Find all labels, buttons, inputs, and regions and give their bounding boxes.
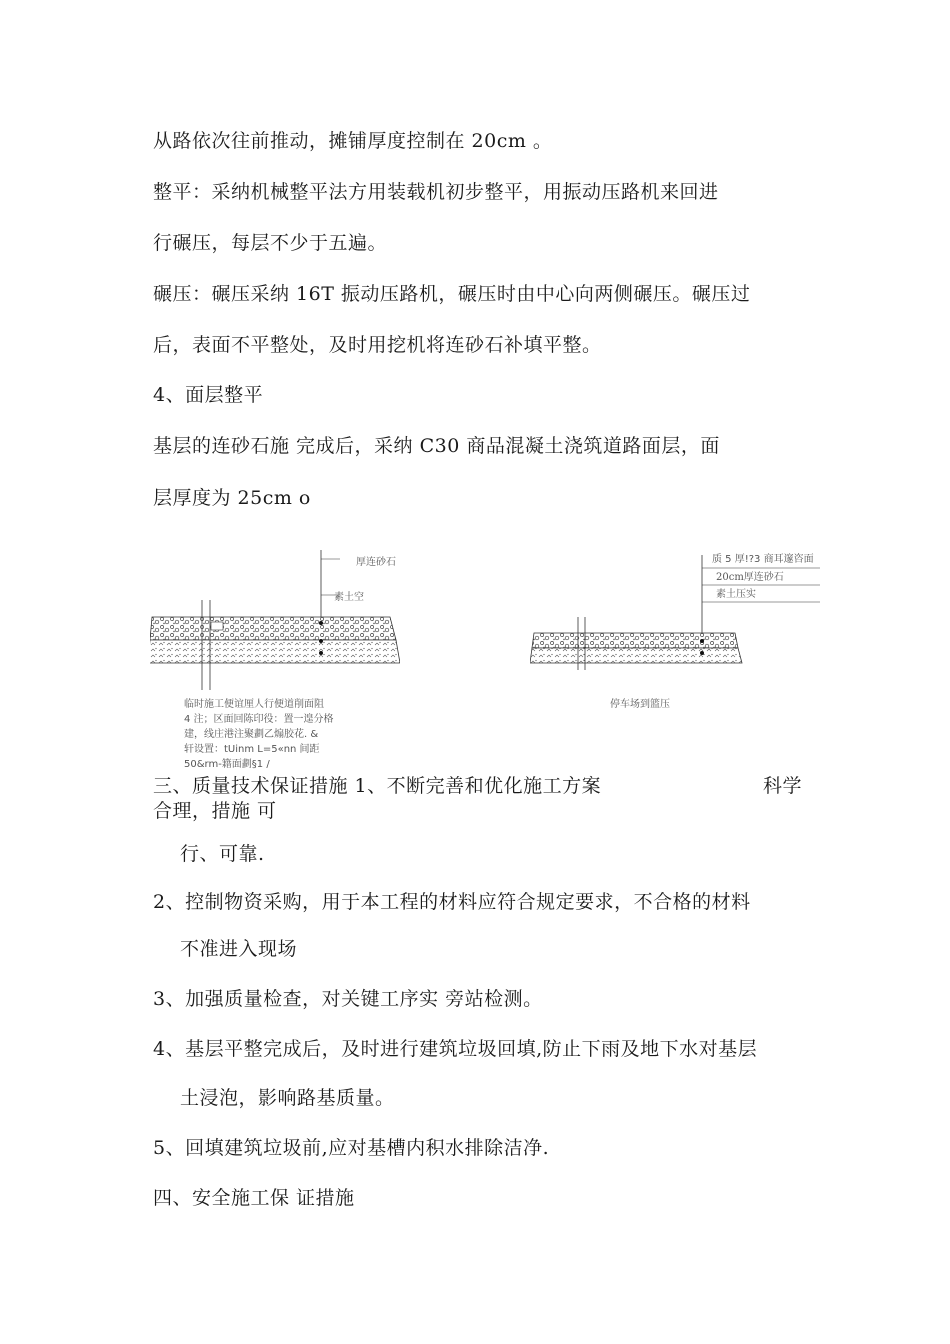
- list-item: 4、基层平整完成后，及时进行建筑垃圾回填,防止下雨及地下水对基层: [153, 1038, 758, 1060]
- layer-label: 厚连砂石: [356, 557, 396, 568]
- layer-label: 素土压实: [716, 589, 756, 600]
- list-item: 2、控制物资采购，用于本工程的材料应符合规定要求，不合格的材料: [153, 891, 751, 913]
- layer-label: 素土空: [334, 592, 364, 603]
- paragraph-line: 从路依次往前推动，摊铺厚度控制在 20cm 。: [153, 130, 553, 152]
- list-item: 不准进入现场: [180, 938, 298, 960]
- figure-caption: 50&rm-籍面劃§1 /: [184, 759, 270, 770]
- soil-layer: [150, 640, 400, 663]
- paragraph-line: 合理，措施 可: [153, 800, 277, 822]
- paragraph-line: 层厚度为 25cm o: [153, 487, 311, 509]
- paragraph-line: 行、可靠.: [180, 843, 265, 865]
- paragraph-line: 行碾压，每层不少于五遍。: [153, 232, 388, 254]
- paragraph-line: 整平：采纳机械整平法方用装载机初步整平，用振动压路机来回进: [153, 181, 719, 203]
- layer-label: 20cm厚连砂石: [716, 572, 784, 583]
- list-item: 土浸泡，影响路基质量。: [180, 1087, 395, 1109]
- list-item: 3、加强质量检查，对关键工序实 旁站检测。: [153, 988, 543, 1010]
- gravel-layer: [150, 617, 396, 640]
- figure-caption: 轩设置：tUinm L=5«nn 间距: [184, 744, 320, 755]
- layer-label: 质 5 厚!?3 商耳邃咨面: [712, 554, 814, 565]
- figure-caption: 临时施工便谊厘人行便道削面阻: [184, 699, 324, 710]
- figure-caption: 建，线庄港注聚劃乙煽胶花. &: [184, 729, 319, 740]
- gravel-layer: [532, 633, 738, 648]
- figure-caption: 4 注；区面回陈印役：置一遑分格: [184, 714, 334, 725]
- soil-layer: [530, 648, 742, 663]
- paragraph-line: 基层的连砂石施 完成后，采纳 C30 商品混凝土浇筑道路面层，面: [153, 435, 720, 457]
- paragraph-line: 科学: [763, 775, 803, 797]
- paragraph-line: 碾压：碾压采纳 16T 振动压路机，碾压时由中心向两侧碾压。碾压过: [153, 283, 751, 305]
- paragraph-line: 后，表面不平整处，及时用挖机将连砂石补填平整。: [153, 334, 602, 356]
- section-heading: 四、安全施工保 证措施: [153, 1187, 355, 1209]
- section-heading: 4、面层整平: [153, 384, 264, 406]
- section-heading: 三、质量技术保证措施 1、不断完善和优化施工方案: [153, 775, 602, 797]
- list-item: 5、回填建筑垃圾前,应对基槽内积水排除洁净.: [153, 1137, 550, 1159]
- figure-caption: 停车场到篮压: [610, 699, 670, 710]
